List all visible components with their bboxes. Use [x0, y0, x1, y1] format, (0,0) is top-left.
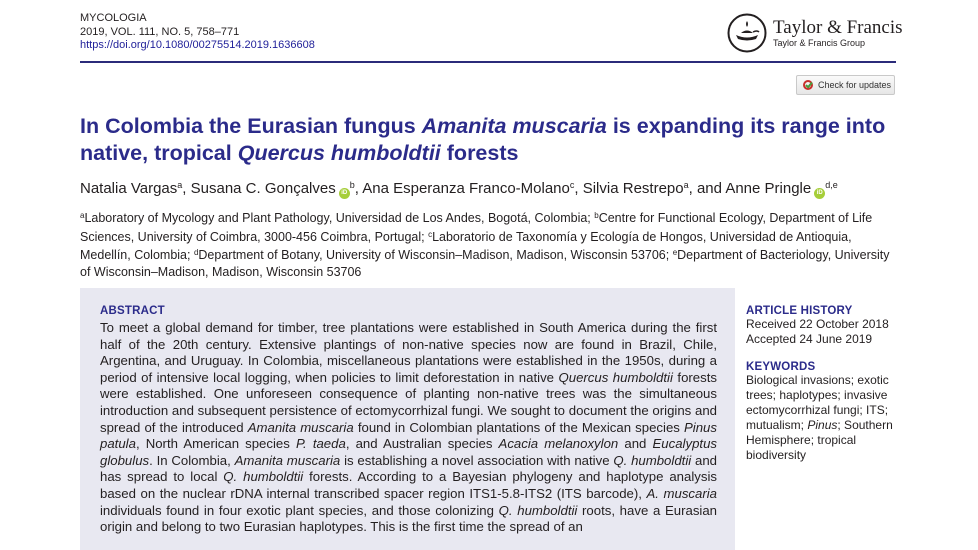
received-date: Received 22 October 2018 — [746, 317, 889, 331]
publisher-logo[interactable] — [727, 13, 903, 53]
author-name[interactable]: Silvia Restrepo — [582, 180, 684, 197]
journal-name: MYCOLOGIA — [80, 12, 147, 24]
doi-link[interactable]: https://doi.org/10.1080/00275514.2019.1636608 — [80, 39, 315, 51]
author-name[interactable]: Natalia Vargas — [80, 180, 178, 197]
article-title: In Colombia the Eurasian fungus Amanita muscaria is expanding its range into native, tropical Quercus humboldtii forests — [80, 114, 886, 165]
keywords-list: Biological invasions; exotic trees; haplotypes; invasive ectomycorrhizal fungi; ITS; mutualism; Pinus; Southern Hemisphere; tropical biodiversity — [746, 373, 893, 462]
article-history — [746, 305, 906, 347]
orcid-icon[interactable]: iD — [814, 188, 825, 199]
keywords-heading: KEYWORDS — [746, 361, 816, 373]
check-updates-label: Check for updates — [818, 80, 892, 90]
check-for-updates-button[interactable] — [796, 75, 895, 95]
author-name[interactable]: Ana Esperanza Franco-Molano — [362, 180, 570, 197]
orcid-icon[interactable]: iD — [339, 188, 350, 199]
keywords — [746, 361, 896, 463]
header-divider — [80, 61, 896, 63]
check-updates-icon — [803, 80, 813, 90]
publisher-name: Taylor & Francis — [773, 16, 903, 38]
author-list: Natalia Vargas$^a$, Susana C. Gonçalves $iD^b$, Ana Esperanza Franco-Molano$^c$, Silvia Restrepo$^a$, and Anne Pringle iD$^{d,e}$ — [80, 180, 838, 197]
journal-citation: 2019, VOL. 111, NO. 5, 758–771 — [80, 25, 240, 38]
publisher-lamp-icon — [727, 13, 767, 53]
accepted-date: Accepted 24 June 2019 — [746, 332, 873, 346]
publisher-group: Taylor & Francis Group — [773, 37, 866, 48]
affiliations: $^a$Laboratory of Mycology and Plant Pathology, Universidad de Los Andes, Bogotá, Colombia; $^b$Centre for Functional Ecology, Department of Life Sciences, University of Coimbra, 3000-456 Coimbra, Portugal; $^c$Laboratorio de Taxonomía y Ecología de Hongos, Universidad de Antioquia, Medellín, Colombia; $^d$Department of Botany, University of Wisconsin–Madison, Madison, Wisconsin 53706; $^e$Department of Bacteriology, University of Wisconsin–Madison, Madison, Wisconsin 53706 — [80, 211, 890, 279]
author-name[interactable]: Susana C. Gonçalves — [190, 180, 336, 197]
journal-header — [80, 12, 315, 53]
abstract-text: To meet a global demand for timber, tree plantations were established in South America during the first half of the 20th century. Extensive plantings of non-native species now are found in Brazil, Chile, Argentina, and Uruguay. In Colombia, miscellaneous plantations were established in the 1950s, during a period of intensive local logging, when policies to limit deforestation in native Quercus humboldtii forests were established. One unforeseen consequence of planting non-native trees was the simultaneous introduction and subsequent persistence of ectomycorrhizal fungi. We sought to document the origins and spread of the introduced Amanita muscaria found in Colombian plantations of the Mexican species Pinus patula, North American species P. taeda, and Australian species Acacia melanoxylon and Eucalyptus globulus. In Colombia, Amanita muscaria is establishing a novel association with native Q. humboldtii and has spread to local Q. humboldtii forests. According to a Bayesian phylogeny and haplotype analysis based on the nuclear rDNA internal transcribed spacer region ITS1-5.8-ITS2 (ITS barcode), A. muscaria individuals found in four exotic plant species, and those colonizing Q. humboldtii roots, have a Eurasian origin and belong to two Eurasian haplotypes. This is the first time the spread of an — [100, 320, 718, 535]
abstract-heading: ABSTRACT — [100, 305, 165, 317]
article-history-heading: ARTICLE HISTORY — [746, 305, 853, 317]
author-name[interactable]: Anne Pringle — [725, 180, 812, 197]
